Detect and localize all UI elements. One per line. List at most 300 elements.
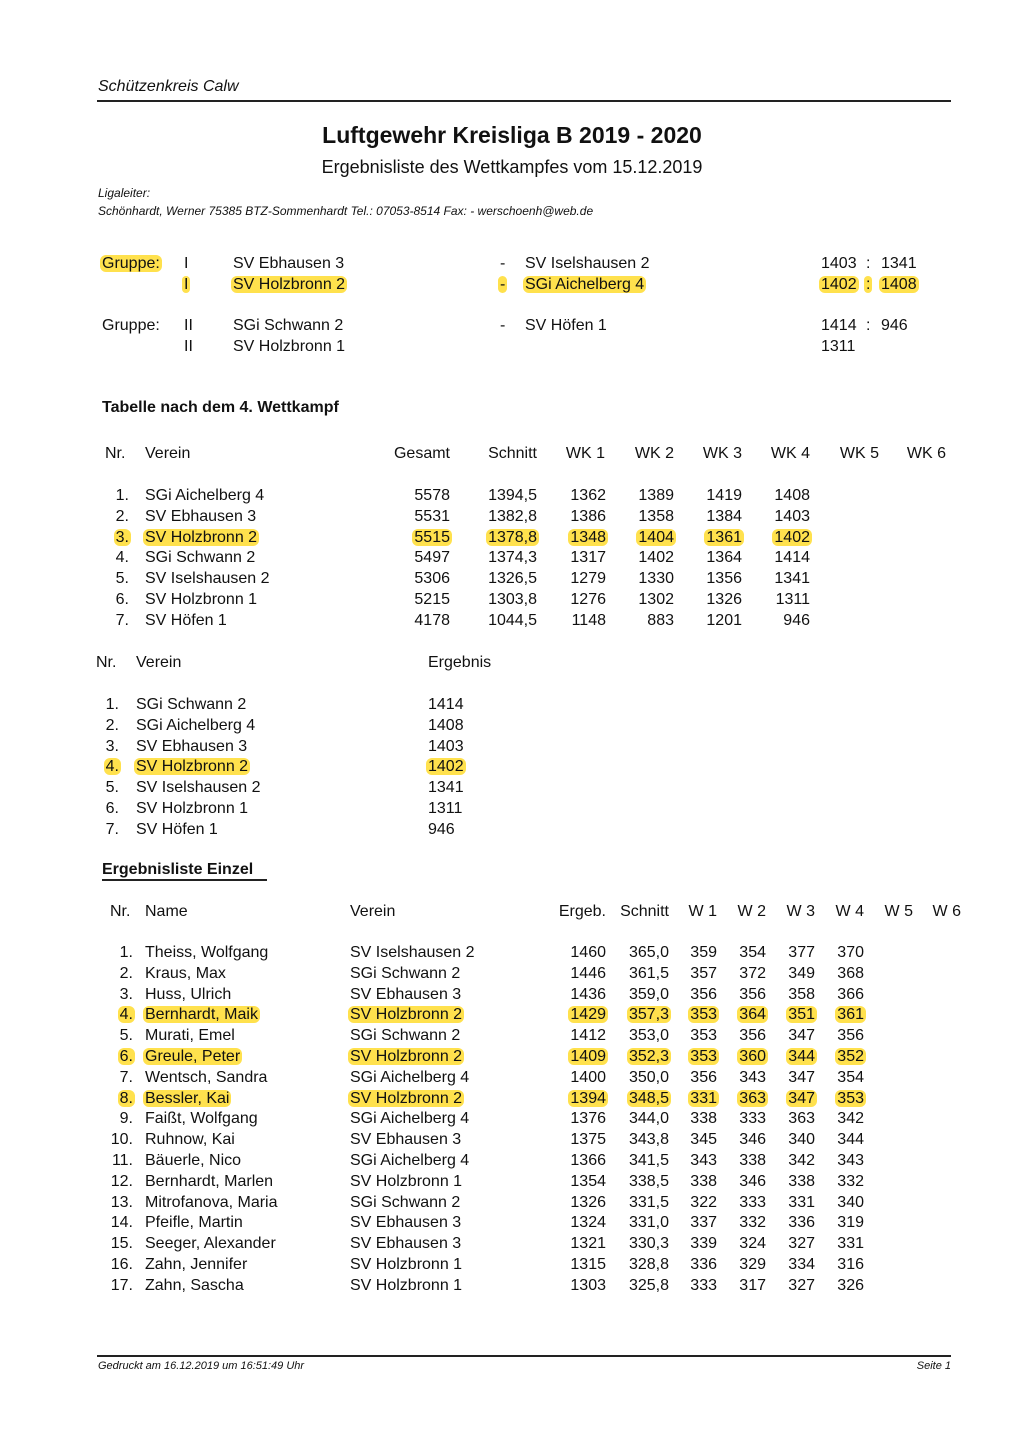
individual-w4 bbox=[837, 1006, 864, 1024]
individual-club bbox=[350, 1090, 462, 1108]
individual-w1-text: 338 bbox=[690, 1110, 717, 1127]
day-results-score-text: 1341 bbox=[428, 779, 464, 796]
standings-wk3 bbox=[706, 549, 742, 567]
standings-club-text: SGi Aichelberg 4 bbox=[145, 487, 265, 504]
individual-club-text: SV Holzbronn 1 bbox=[350, 1277, 463, 1294]
standings-total bbox=[414, 612, 450, 630]
individual-result-text: 1366 bbox=[570, 1152, 606, 1169]
standings-wk2 bbox=[638, 549, 674, 567]
match-score-away bbox=[881, 276, 917, 294]
match-score-away-text: 946 bbox=[881, 317, 908, 334]
standings-wk4-text: 1403 bbox=[774, 508, 810, 525]
standings-avg bbox=[488, 487, 537, 505]
individual-w4 bbox=[837, 1152, 864, 1170]
standings-wk4 bbox=[774, 570, 810, 588]
individual-w2 bbox=[739, 1173, 766, 1191]
match-separator-text: - bbox=[500, 317, 506, 334]
individual-rank bbox=[111, 1173, 133, 1191]
group-label bbox=[102, 255, 160, 273]
individual-avg-text: 341,5 bbox=[628, 1152, 669, 1169]
individual-w3 bbox=[788, 965, 815, 983]
match-score-home bbox=[821, 338, 855, 356]
individual-result bbox=[570, 1214, 606, 1232]
individual-result-text: 1376 bbox=[570, 1110, 606, 1127]
day-results-club bbox=[136, 717, 255, 735]
individual-name-text: Faißt, Wolfgang bbox=[145, 1110, 258, 1127]
individual-w2 bbox=[739, 986, 766, 1004]
individual-avg-text: 331,5 bbox=[628, 1194, 669, 1211]
standings-wk3-text: 1419 bbox=[706, 487, 742, 504]
page-number: Seite 1 bbox=[916, 1360, 951, 1372]
individual-w4-text: 354 bbox=[837, 1069, 864, 1086]
day-results-rank bbox=[106, 717, 119, 735]
individual-w4 bbox=[837, 1027, 864, 1045]
day-results-header bbox=[96, 654, 116, 672]
individual-w4 bbox=[837, 1110, 864, 1128]
standings-rank-text: 6. bbox=[115, 591, 129, 608]
individual-avg bbox=[629, 1214, 669, 1232]
individual-header bbox=[620, 903, 669, 921]
individual-w3 bbox=[788, 1152, 815, 1170]
individual-club-text: SV Ebhausen 3 bbox=[350, 986, 462, 1003]
match-score-away bbox=[881, 317, 908, 335]
individual-name-text: Mitrofanova, Maria bbox=[145, 1194, 278, 1211]
header-rule bbox=[97, 100, 951, 102]
individual-w2-text: 333 bbox=[739, 1110, 766, 1127]
standings-avg bbox=[488, 591, 537, 609]
day-results-club-text: SGi Schwann 2 bbox=[136, 696, 247, 713]
match-score-colon-text: : bbox=[866, 317, 871, 334]
individual-rank-text: 1. bbox=[119, 944, 133, 961]
standings-wk4 bbox=[774, 508, 810, 526]
day-results-club-text: SGi Aichelberg 4 bbox=[136, 717, 256, 734]
standings-rank bbox=[116, 508, 129, 526]
individual-w2-text: 346 bbox=[739, 1131, 766, 1148]
standings-wk3-text: 1326 bbox=[706, 591, 742, 608]
match-group bbox=[184, 338, 193, 356]
standings-rank-text: 4. bbox=[115, 549, 129, 566]
individual-avg bbox=[629, 1027, 669, 1045]
standings-wk1-text: 1148 bbox=[571, 612, 606, 629]
individual-header bbox=[933, 903, 961, 921]
match-separator bbox=[500, 255, 505, 273]
individual-result bbox=[570, 1069, 606, 1087]
standings-wk3-text: 1356 bbox=[706, 570, 742, 587]
individual-club bbox=[350, 1069, 469, 1087]
standings-total-text: 5578 bbox=[414, 487, 450, 504]
day-results-score-text: 946 bbox=[428, 821, 455, 838]
standings-rank bbox=[116, 487, 129, 505]
standings-total-text: 5306 bbox=[414, 570, 450, 587]
day-results-club-text: SV Ebhausen 3 bbox=[136, 738, 248, 755]
individual-rank-text: 4. bbox=[119, 1006, 133, 1023]
individual-w4-text: 340 bbox=[837, 1194, 864, 1211]
individual-result-text: 1375 bbox=[570, 1131, 606, 1148]
match-away-team-text: SV Höfen 1 bbox=[525, 317, 607, 334]
match-group-text: I bbox=[184, 276, 189, 293]
individual-w1-text: 337 bbox=[690, 1214, 717, 1231]
match-score-home-text: 1402 bbox=[821, 276, 857, 293]
individual-name-text: Theiss, Wolfgang bbox=[145, 944, 269, 961]
individual-w4 bbox=[837, 1235, 864, 1253]
day-results-rank bbox=[106, 758, 119, 776]
individual-w2 bbox=[739, 1069, 766, 1087]
individual-w4-text: 343 bbox=[837, 1152, 864, 1169]
standings-wk3-text: 1361 bbox=[706, 529, 742, 546]
individual-w4-text: 353 bbox=[837, 1090, 864, 1107]
individual-result bbox=[570, 986, 606, 1004]
individual-avg bbox=[629, 1173, 669, 1191]
individual-name bbox=[145, 1194, 278, 1212]
footer-rule bbox=[97, 1355, 951, 1357]
individual-rank bbox=[111, 1235, 133, 1253]
individual-w3-text: 347 bbox=[788, 1027, 815, 1044]
individual-club-text: SV Holzbronn 2 bbox=[350, 1006, 463, 1023]
individual-w2 bbox=[739, 1214, 766, 1232]
match-score-colon bbox=[866, 317, 870, 335]
individual-w3-text: 358 bbox=[788, 986, 815, 1003]
standings-header bbox=[771, 445, 810, 463]
individual-w2-text: 364 bbox=[739, 1006, 766, 1023]
match-home-team-text: SV Holzbronn 2 bbox=[233, 276, 346, 293]
individual-rank-text: 14. bbox=[110, 1214, 133, 1231]
individual-w1 bbox=[690, 1173, 717, 1191]
individual-rank bbox=[120, 944, 133, 962]
individual-w4-text: 370 bbox=[837, 944, 864, 961]
group-label-text: Gruppe: bbox=[102, 317, 160, 334]
standings-wk1-text: 1317 bbox=[570, 549, 606, 566]
individual-w2 bbox=[739, 1048, 766, 1066]
individual-w1 bbox=[690, 944, 717, 962]
individual-w2 bbox=[739, 1194, 766, 1212]
individual-rank-text: 17. bbox=[110, 1277, 133, 1294]
individual-w3-text: 338 bbox=[788, 1173, 815, 1190]
individual-w1-text: 353 bbox=[690, 1006, 717, 1023]
match-group bbox=[184, 276, 188, 294]
individual-name bbox=[145, 1048, 240, 1066]
individual-w2-text: 338 bbox=[739, 1152, 766, 1169]
individual-w3-text: 336 bbox=[788, 1214, 815, 1231]
individual-club bbox=[350, 1048, 462, 1066]
standings-wk2-text: 1358 bbox=[638, 508, 674, 525]
standings-wk2 bbox=[638, 591, 674, 609]
individual-w2-text: 324 bbox=[739, 1235, 766, 1252]
individual-club bbox=[350, 986, 461, 1004]
standings-total bbox=[414, 549, 450, 567]
standings-wk1-text: 1362 bbox=[570, 487, 606, 504]
standings-wk1-text: 1348 bbox=[570, 529, 606, 546]
individual-w2-text: 333 bbox=[739, 1194, 766, 1211]
match-score-away-text: 1341 bbox=[881, 255, 917, 272]
individual-w3 bbox=[788, 1277, 815, 1295]
standings-wk1 bbox=[570, 549, 606, 567]
individual-club-text: SGi Aichelberg 4 bbox=[350, 1110, 470, 1127]
individual-w2-text: 354 bbox=[739, 944, 766, 961]
match-score-home bbox=[821, 255, 857, 273]
standings-total bbox=[414, 591, 450, 609]
individual-w3-text: 347 bbox=[788, 1090, 815, 1107]
match-score-home-text: 1403 bbox=[821, 255, 857, 272]
day-results-score-text: 1403 bbox=[428, 738, 464, 755]
match-home-team-text: SV Ebhausen 3 bbox=[233, 255, 345, 272]
match-away-team bbox=[525, 255, 650, 273]
match-score-away bbox=[881, 255, 917, 273]
individual-w1 bbox=[690, 1110, 717, 1128]
day-results-club-text: SV Holzbronn 1 bbox=[136, 800, 249, 817]
individual-rank bbox=[120, 1090, 133, 1108]
match-home-team-text: SGi Schwann 2 bbox=[233, 317, 344, 334]
standings-header bbox=[635, 445, 674, 463]
individual-w3 bbox=[788, 1048, 815, 1066]
individual-name-text: Zahn, Jennifer bbox=[145, 1256, 248, 1273]
standings-wk3-text: 1384 bbox=[706, 508, 742, 525]
individual-w1 bbox=[690, 965, 717, 983]
individual-avg-text: 348,5 bbox=[628, 1090, 669, 1107]
individual-w2-text: 346 bbox=[739, 1173, 766, 1190]
individual-result-text: 1354 bbox=[570, 1173, 606, 1190]
day-results-club bbox=[136, 738, 247, 756]
match-score-home bbox=[821, 276, 857, 294]
match-group-text: I bbox=[184, 255, 189, 272]
individual-rank-text: 6. bbox=[119, 1048, 133, 1065]
individual-avg bbox=[629, 1194, 669, 1212]
day-results-score-text: 1414 bbox=[428, 696, 464, 713]
day-results-rank-text: 7. bbox=[105, 821, 119, 838]
individual-name bbox=[145, 1069, 267, 1087]
standings-club bbox=[145, 487, 264, 505]
match-away-team-text: SGi Aichelberg 4 bbox=[525, 276, 645, 293]
standings-rank-text: 3. bbox=[115, 529, 129, 546]
individual-w2 bbox=[739, 1110, 766, 1128]
day-results-club bbox=[136, 779, 261, 797]
individual-w3-text: 363 bbox=[788, 1110, 815, 1127]
standings-header-text: Gesamt bbox=[393, 445, 450, 462]
standings-wk1-text: 1276 bbox=[570, 591, 606, 608]
individual-w3 bbox=[788, 986, 815, 1004]
individual-result bbox=[570, 1027, 606, 1045]
individual-name bbox=[145, 1256, 247, 1274]
standings-header bbox=[145, 445, 190, 463]
match-group-text: II bbox=[184, 338, 193, 355]
standings-header bbox=[488, 445, 537, 463]
individual-club-text: SV Iselshausen 2 bbox=[350, 944, 475, 961]
match-away-team-text: SV Iselshausen 2 bbox=[525, 255, 650, 272]
individual-avg-text: 328,8 bbox=[628, 1256, 669, 1273]
individual-w1-text: 353 bbox=[690, 1027, 717, 1044]
individual-result bbox=[570, 1277, 606, 1295]
standings-header bbox=[105, 445, 125, 463]
individual-header-text: W 1 bbox=[688, 903, 717, 920]
individual-avg bbox=[629, 1235, 669, 1253]
standings-wk1 bbox=[570, 529, 606, 547]
individual-w3-text: 327 bbox=[788, 1277, 815, 1294]
day-results-rank-text: 1. bbox=[105, 696, 119, 713]
individual-w2-text: 356 bbox=[739, 986, 766, 1003]
individual-avg-text: 352,3 bbox=[628, 1048, 669, 1065]
individual-w1-text: 343 bbox=[690, 1152, 717, 1169]
match-score-colon bbox=[866, 276, 870, 294]
standings-rank-text: 5. bbox=[115, 570, 129, 587]
match-home-team bbox=[233, 317, 343, 335]
individual-header bbox=[836, 903, 864, 921]
standings-wk4-text: 1311 bbox=[775, 591, 810, 608]
individual-result-text: 1326 bbox=[570, 1194, 606, 1211]
day-results-rank-text: 6. bbox=[105, 800, 119, 817]
standings-header-text: WK 5 bbox=[839, 445, 879, 462]
day-results-rank-text: 3. bbox=[105, 738, 119, 755]
individual-w4 bbox=[837, 944, 864, 962]
individual-w4 bbox=[837, 965, 864, 983]
individual-w3 bbox=[788, 1235, 815, 1253]
standings-avg bbox=[488, 549, 537, 567]
standings-rank-text: 1. bbox=[115, 487, 129, 504]
day-results-score bbox=[428, 758, 464, 776]
standings-club-text: SV Höfen 1 bbox=[145, 612, 227, 629]
individual-name bbox=[145, 1006, 258, 1024]
individual-result-text: 1446 bbox=[570, 965, 606, 982]
standings-rank bbox=[116, 612, 129, 630]
individual-w4-text: 361 bbox=[837, 1006, 864, 1023]
individual-w1-text: 356 bbox=[690, 986, 717, 1003]
individual-rank-text: 5. bbox=[119, 1027, 133, 1044]
individual-avg bbox=[629, 1006, 669, 1024]
individual-avg-text: 361,5 bbox=[628, 965, 669, 982]
individual-w1-text: 353 bbox=[690, 1048, 717, 1065]
individual-result bbox=[570, 1256, 606, 1274]
individual-w1-text: 322 bbox=[690, 1194, 717, 1211]
standings-avg-text: 1374,3 bbox=[488, 549, 537, 566]
individual-w4 bbox=[837, 1214, 864, 1232]
individual-club-text: SGi Schwann 2 bbox=[350, 965, 461, 982]
match-separator-text: - bbox=[500, 276, 506, 293]
individual-w2 bbox=[739, 1131, 766, 1149]
individual-w3 bbox=[788, 1090, 815, 1108]
individual-w1-text: 338 bbox=[690, 1173, 717, 1190]
individual-result bbox=[570, 1194, 606, 1212]
individual-rank bbox=[111, 1131, 133, 1149]
individual-rank bbox=[111, 1277, 133, 1295]
individual-w3-text: 349 bbox=[788, 965, 815, 982]
standings-avg bbox=[488, 529, 537, 547]
standings-wk1 bbox=[570, 591, 606, 609]
standings-wk2-text: 883 bbox=[647, 612, 674, 629]
standings-header-text: WK 3 bbox=[702, 445, 742, 462]
standings-wk3 bbox=[706, 529, 742, 547]
individual-club bbox=[350, 1027, 460, 1045]
individual-name-text: Bäuerle, Nico bbox=[145, 1152, 242, 1169]
individual-name bbox=[145, 944, 268, 962]
individual-name bbox=[145, 965, 226, 983]
standings-wk2 bbox=[638, 487, 674, 505]
individual-w3 bbox=[788, 1256, 815, 1274]
standings-total-text: 5531 bbox=[414, 508, 450, 525]
standings-club-text: SV Iselshausen 2 bbox=[145, 570, 270, 587]
individual-result-text: 1303 bbox=[570, 1277, 606, 1294]
individual-w3 bbox=[788, 1027, 815, 1045]
individual-rank bbox=[120, 1048, 133, 1066]
individual-w3-text: 331 bbox=[788, 1194, 815, 1211]
individual-club bbox=[350, 1277, 462, 1295]
individual-result-text: 1321 bbox=[570, 1235, 606, 1252]
individual-w4 bbox=[837, 1069, 864, 1087]
individual-w1 bbox=[690, 1006, 717, 1024]
individual-rank bbox=[120, 965, 133, 983]
standings-header-text: WK 6 bbox=[906, 445, 946, 462]
individual-avg bbox=[629, 1069, 669, 1087]
individual-w4 bbox=[837, 1194, 864, 1212]
standings-header-text: WK 4 bbox=[770, 445, 810, 462]
individual-avg bbox=[629, 1256, 669, 1274]
individual-rank-text: 13. bbox=[110, 1194, 133, 1211]
individual-name-text: Ruhnow, Kai bbox=[145, 1131, 235, 1148]
match-group bbox=[184, 317, 193, 335]
standings-wk4 bbox=[776, 591, 810, 609]
individual-avg-text: 331,0 bbox=[628, 1214, 669, 1231]
standings-title: Tabelle nach dem 4. Wettkampf bbox=[102, 399, 339, 416]
individual-name-text: Bessler, Kai bbox=[145, 1090, 230, 1107]
individual-header-text: W 2 bbox=[737, 903, 766, 920]
standings-header-text: Verein bbox=[145, 445, 191, 462]
individual-header-text: Name bbox=[145, 903, 188, 920]
day-results-header-text: Verein bbox=[136, 654, 182, 671]
standings-avg bbox=[488, 570, 537, 588]
day-results-score bbox=[428, 717, 464, 735]
individual-w3 bbox=[788, 1110, 815, 1128]
standings-wk2 bbox=[638, 570, 674, 588]
standings-wk3-text: 1364 bbox=[706, 549, 742, 566]
individual-w2-text: 317 bbox=[739, 1277, 766, 1294]
individual-result bbox=[570, 1090, 606, 1108]
individual-w2 bbox=[739, 1090, 766, 1108]
standings-club bbox=[145, 529, 257, 547]
individual-rank-text: 7. bbox=[119, 1069, 133, 1086]
individual-club bbox=[350, 1173, 462, 1191]
individual-w3-text: 334 bbox=[788, 1256, 815, 1273]
standings-wk4-text: 1414 bbox=[774, 549, 810, 566]
individual-w1 bbox=[690, 1131, 717, 1149]
individual-club bbox=[350, 1214, 461, 1232]
day-results-rank-text: 4. bbox=[105, 758, 119, 775]
individual-rank bbox=[120, 1110, 133, 1128]
individual-w4 bbox=[837, 1131, 864, 1149]
standings-wk4 bbox=[783, 612, 810, 630]
individual-w3-text: 344 bbox=[788, 1048, 815, 1065]
day-results-club-text: SV Höfen 1 bbox=[136, 821, 218, 838]
individual-rank-text: 3. bbox=[119, 986, 133, 1003]
individual-club-text: SGi Schwann 2 bbox=[350, 1027, 461, 1044]
individual-w3-text: 377 bbox=[788, 944, 815, 961]
individual-w1-text: 359 bbox=[690, 944, 717, 961]
individual-w2-text: 363 bbox=[739, 1090, 766, 1107]
individual-result-text: 1429 bbox=[570, 1006, 606, 1023]
match-separator bbox=[500, 276, 505, 294]
standings-wk1 bbox=[570, 570, 606, 588]
individual-club bbox=[350, 1110, 469, 1128]
individual-name bbox=[145, 1235, 276, 1253]
individual-rank-text: 9. bbox=[119, 1110, 133, 1127]
group-label-text: Gruppe: bbox=[102, 255, 160, 272]
individual-w2 bbox=[739, 944, 766, 962]
day-results-header bbox=[136, 654, 181, 672]
individual-club-text: SV Holzbronn 2 bbox=[350, 1090, 463, 1107]
individual-w4-text: 319 bbox=[837, 1214, 864, 1231]
individual-header bbox=[738, 903, 766, 921]
individual-name bbox=[145, 986, 231, 1004]
standings-total-text: 4178 bbox=[414, 612, 450, 629]
day-results-score bbox=[428, 779, 464, 797]
standings-club bbox=[145, 570, 270, 588]
match-away-team bbox=[525, 317, 607, 335]
